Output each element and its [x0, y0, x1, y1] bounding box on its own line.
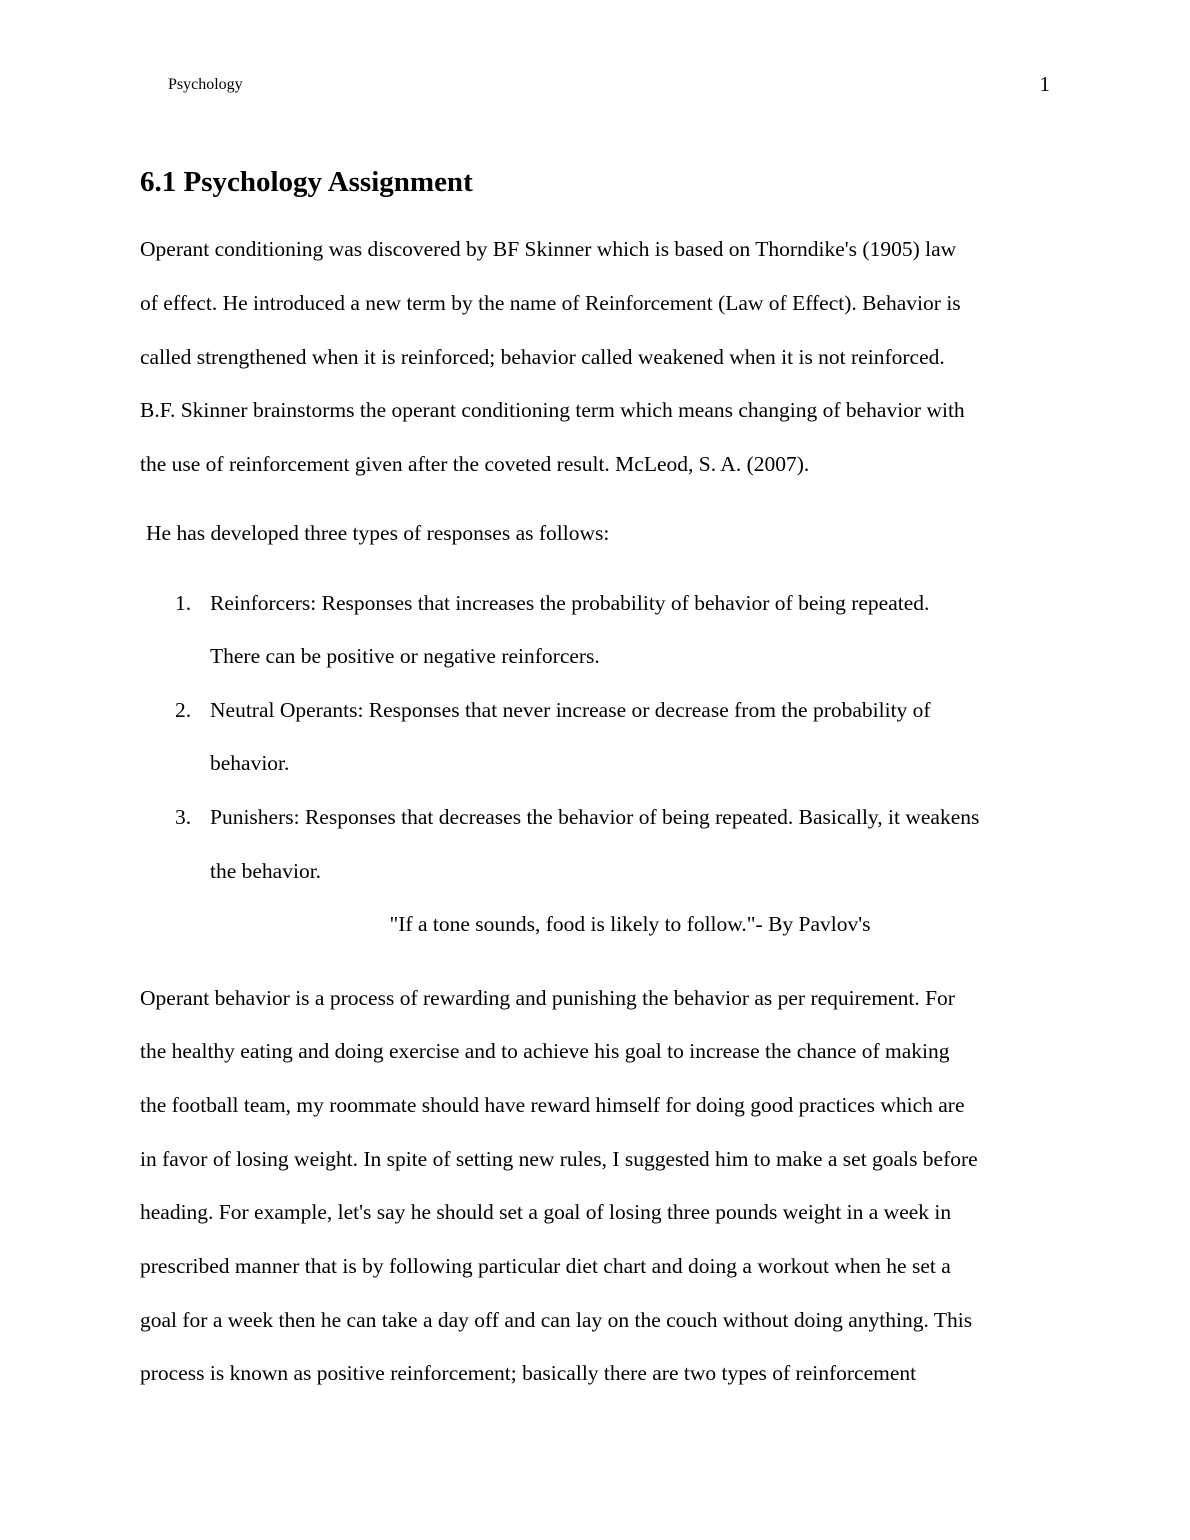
paragraph-2-line: prescribed manner that is by following particular diet chart and doing a workout when he set a: [140, 1254, 951, 1278]
paragraph-2-line: in favor of losing weight. In spite of setting new rules, I suggested him to make a set goals before: [140, 1147, 978, 1171]
paragraph-2-line: the healthy eating and doing exercise and to achieve his goal to increase the chance of making: [140, 1039, 950, 1063]
list-item-line: Reinforcers: Responses that increases the probability of behavior of being repeated.: [210, 591, 930, 615]
paragraph-1-line: called strengthened when it is reinforced; behavior called weakened when it is not reinforced.: [140, 345, 945, 369]
list-item-line: behavior.: [210, 751, 290, 775]
paragraph-2-line: Operant behavior is a process of rewarding and punishing the behavior as per requirement. For: [140, 986, 955, 1010]
document-title: 6.1 Psychology Assignment: [140, 166, 473, 198]
paragraph-2-line: heading. For example, let's say he should set a goal of losing three pounds weight in a week in: [140, 1200, 952, 1224]
list-item-number: 1.: [175, 591, 192, 615]
running-head: Psychology: [168, 76, 243, 93]
paragraph-2-line: goal for a week then he can take a day off and can lay on the couch without doing anything. This: [140, 1308, 973, 1332]
paragraph-2-line: the football team, my roommate should have reward himself for doing good practices which are: [140, 1093, 965, 1117]
pavlov-quote: "If a tone sounds, food is likely to follow."- By Pavlov's: [389, 912, 871, 936]
list-intro: He has developed three types of responses as follows:: [146, 521, 610, 545]
list-item-number: 3.: [175, 805, 192, 829]
paragraph-1-line: Operant conditioning was discovered by BF Skinner which is based on Thorndike's (1905) law: [140, 237, 957, 261]
list-item-line: Neutral Operants: Responses that never increase or decrease from the probability of: [210, 698, 931, 722]
paragraph-2-line: process is known as positive reinforcement; basically there are two types of reinforcement: [140, 1361, 917, 1385]
list-item-line: There can be positive or negative reinforcers.: [210, 644, 600, 668]
list-item-line: Punishers: Responses that decreases the behavior of being repeated. Basically, it weakens: [210, 805, 980, 829]
page-number: 1: [1039, 72, 1050, 96]
paragraph-1-line: the use of reinforcement given after the coveted result. McLeod, S. A. (2007).: [140, 452, 810, 476]
list-item-number: 2.: [175, 698, 192, 722]
paragraph-1-line: of effect. He introduced a new term by the name of Reinforcement (Law of Effect). Behavior is: [140, 291, 961, 315]
paragraph-1-line: B.F. Skinner brainstorms the operant conditioning term which means changing of behavior with: [140, 398, 965, 422]
list-item-line: the behavior.: [210, 859, 322, 883]
